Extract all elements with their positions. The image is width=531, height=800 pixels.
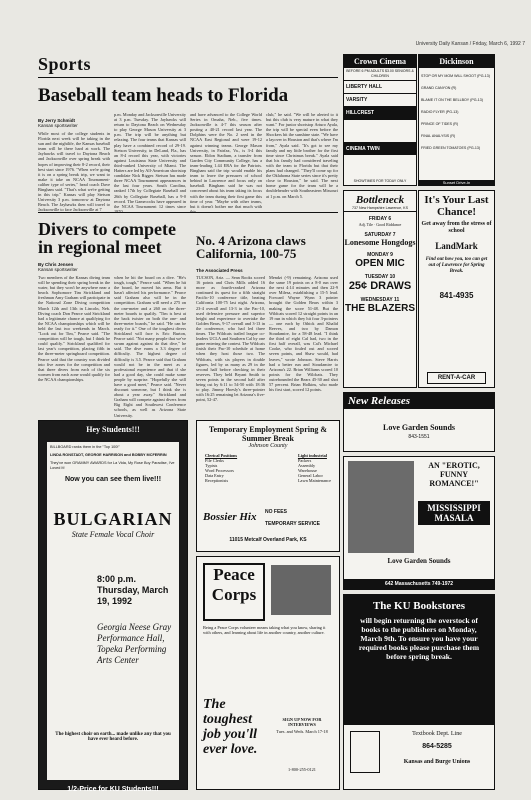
- mississippi-masala-ad: [343, 456, 495, 590]
- choir-billboard-note: BILLBOARD ranks them in the "Top 100!": [50, 445, 120, 449]
- choir-grammy: They've won GRAMMY AWARDS for La Vida, My Rose Boy Paradise, I've Loved It!: [50, 461, 175, 470]
- story1-column-3: and have advanced to the College World Series in Omaha, Neb., five times. Jacksonville is 4-7 this season after posting a 40-21 record last year. The Dolphins were the No. 2 seed in the NCAA East Regional and were 19-12 against winning teams. George Mason University, in Fairfax, Va., is 3-4 this season. Eldon Stadium, a transfer from Garden City Community College, has a team-leading 1.44 ERA for the Patriots. Bingham said the trip would enable his team to leave the pressures of school behind in Lawrence and focus only on baseball. Bingham said he was not concerned about his team taking its focus with the team during their first game this time of year. "Maybe with other teams, but it doesn't bother me that much with: [190, 112, 262, 209]
- choir-ad-panel: [47, 442, 179, 780]
- temp-position: Assembly: [297, 463, 316, 468]
- crown-cinema-title: Crown Cinema: [344, 55, 416, 68]
- temp-position: Lawn Maintenance: [297, 478, 331, 483]
- choir-ad-footer: 1/2-Price for KU Students!!!: [67, 786, 159, 793]
- temp-position: Typists: [205, 463, 218, 468]
- dickinson-title: Dickinson: [419, 55, 494, 68]
- story3-column-1: TUCSON, Ariz. — Sean Rooks scored 16 points and Chris Mills added 16 more as fourth-ranked Arizona continued its quest for a fifth straight Pacific-10 conference title, beating California 100-75 last night. Arizona, 23-4 overall and 13-3 in the Pac-10, used defensive pressure and superior height and experience to overtake the Golden Bears, 9-17 overall and 3-13 in the conference, who had led three times. The Wildcats trailed league co-leaders UCLA and Southern Cal by one game entering the contest. The Wildcats finish their Pac-10 schedule at home when they host those two. The Wildcats, with six players in double figures, led by as many as 29 in the second half before checking in their reserves. They held Bryant Smith to seven points in the second half after being cut by 6:11 to 54-50 with 18:36 to play. Jimmy Hoesly's three-pointer with 16:25 remaining let Arizona's five-point, 52-47.: [196, 275, 265, 403]
- bottleneck-address: 737 New Hampshire Lawrence, KS: [344, 206, 416, 212]
- story1-author-role: Kansan sportswriter: [38, 123, 78, 128]
- story1-column-1: While most of the college students in Florida next week will be taking in the sun and the nightlife, the Kansas baseball team will be there hard at work. The Jayhawks will travel to Daytona Beach and Jacksonville over spring break with hopes of improving their 8-2 record, their best start since 1976. "When we're going it is on a spring break trip, we want to make it take an NCAA Tournament-caliber type of series," head coach Dave Bingham said. "That's what we're getting in this trip." Kansas will play Stetson University 3 p.m. tomorrow at Daytona Beach. The Jayhawks then will travel to Jacksonville to face Jacksonville at 7: [38, 131, 110, 213]
- peace-corps-signup: SIGN UP NOW FOR INTERVIEWS: [282, 717, 322, 727]
- event-act: Lonesome Hongdogs: [344, 238, 416, 247]
- ku-bookstores-ad: [343, 594, 495, 790]
- story2-byline: [38, 262, 78, 272]
- section-heading: Sports: [38, 54, 92, 74]
- temp-position: File Clerks: [205, 458, 224, 463]
- temp-ad-title: Temporary Employment Spring & Summer Break: [208, 425, 328, 443]
- crown-liberty-hall: LIBERTY HALL: [344, 80, 416, 93]
- event-day: MONDAY 9: [367, 252, 393, 258]
- love-garden-name: Love Garden Sounds: [382, 423, 456, 432]
- dickinson-movie: GRAND CANYON (R): [421, 86, 457, 90]
- event-act: 25¢ DRAWS: [348, 280, 412, 292]
- masala-address: 642 Massachusetts 749-1972: [344, 579, 494, 589]
- story1-headline: Baseball team heads to Florida: [38, 85, 289, 106]
- story3-headline: No. 4 Arizona claws California, 100-75: [196, 233, 306, 261]
- temp-ad-columns: [197, 449, 339, 487]
- story1-rule: [38, 212, 338, 213]
- ku-phone: 864-5285: [422, 743, 452, 750]
- dickinson-movie: PRINCE OF TIDES (R): [421, 122, 459, 126]
- temp-position: Receptionists: [205, 478, 229, 483]
- ku-logo-icon: [350, 731, 380, 773]
- event-day: SATURDAY 7: [364, 232, 396, 238]
- last-chance-title: It's Your Last Chance!: [424, 194, 489, 218]
- ku-title: The KU Bookstores: [372, 600, 466, 612]
- peace-corps-photo: [271, 565, 331, 615]
- temp-ad-sub: Johnson County: [248, 443, 288, 449]
- crown-cinema-notice: BEFORE 6 PM ADULTS $3.00 SENIORS & CHILDREN: [346, 69, 414, 78]
- peace-corps-ad: [196, 556, 340, 790]
- event-day: FRIDAY 6: [368, 216, 392, 222]
- temp-position: Warehouse: [297, 468, 317, 473]
- dickinson-footer: Sunset Drive-In: [419, 180, 494, 185]
- bossier-hix-logo: Bossier Hix: [203, 511, 257, 523]
- peace-corps-title: Peace Corps: [203, 563, 265, 621]
- story1-column-2: p.m. Monday and Jacksonville University at 3 p.m. Tuesday. The Jayhawks will return to Daytona Beach on Wednesday to play George Mason University at 3 p.m. The trip will be anything but relaxing. The four teams that Kansas will play have a combined record of 29-19. Stetson University, in DeLand, Fla., has an 8-4 record this year, with victories against Louisiana State University and third-ranked University of Miami. The Hatters are led by All-American shortstop candidate Nick Rigger. Stetson has made three NCAA Tournament appearances in the last four years. South Carolina, ranked 17th by Collegiate Baseball and 26th by Collegiate Baseball, has a 9-0 record. The Gamecocks have appeared in the NCAA Tournament 12 times since: [114, 112, 186, 209]
- choir-artists: LINDA RONSTADT, GEORGE HARRISON and BOBBY MCFERRIN: [50, 453, 167, 457]
- ku-body: will begin returning the overstock of books to the publishers on Monday, March 9th. To ensure you have your required books please purchase them before spring break.: [358, 616, 480, 661]
- crown-listings-block: [344, 119, 416, 142]
- story1-byline: [38, 118, 78, 128]
- peace-corps-phone: 1-800-255-0121: [288, 767, 316, 772]
- event-act: OPEN MIC: [355, 258, 405, 269]
- bottleneck-logo: Bottleneck: [355, 194, 405, 206]
- choir-group-name: BULGARIAN: [53, 509, 173, 529]
- crown-cinema-ad: [343, 54, 417, 186]
- masala-venue: Love Garden Sounds: [387, 557, 451, 565]
- choir-ad-title: Hey Students!!!: [86, 425, 140, 434]
- choir-time: 8:00 p.m. Thursday, March 19, 1992: [97, 574, 169, 606]
- masala-tagline: AN "EROTIC, FUNNY ROMANCE!": [428, 461, 480, 488]
- masala-title: MISSISSIPPI MASALA: [418, 501, 490, 525]
- bottleneck-events: [344, 212, 416, 314]
- temp-clerical-title: Clerical Positions: [205, 453, 238, 458]
- page-folio: University Daily Kansan / Friday, March 6, 1992 7: [415, 41, 525, 47]
- event-day: WEDNESDAY 11: [360, 297, 400, 303]
- rent-a-car-logo: RENT-A-CAR: [427, 372, 486, 384]
- temp-position: Data Entry: [205, 473, 224, 478]
- dickinson-movie: STOP OR MY MOM WILL SHOOT (PG-13): [421, 74, 490, 78]
- story2-author-role: Kansan sportswriter: [38, 267, 78, 272]
- choir-see-live: Now you can see them live!!!: [64, 476, 162, 483]
- peace-corps-body: Being a Peace Corps volunteer means taking what you know, sharing it with others, and learning about life in another country, another culture.: [203, 625, 326, 635]
- bulgarian-choir-ad: [38, 420, 188, 793]
- story3-byline: The Associated Press: [196, 268, 243, 273]
- story3-column-2: Mendzi (-9) remaining. Arizona used the same 19 points on a 8-0 run over the next 4:14 minutes and then 22-9 over Milesa, establishing a 15-5 lead. Forward Wayne Wynn 3 pointer brought the Golden Bears within 3 making the score 51-48. But the Wildcats scored 12 straight points in an 19 run in which they hit four 3-pointers — one each by Othick and Khalid Reeves, and two by Damon Stoudamire, for a 58-48 lead. "I think the third of eight Cal had, two in the first half overall, was Cal's Michael Cooke, who fouled out and scored seven points, and Shaw would, had leaves," wrote Johnson. Steve Harris had a better run and Stoudamire to Arizona's 22. Brian Williams scored 10 points for the Wildcats. They outrebounded the Bears 45-30 and shot 57 percent. Brian Holkins, who made his first start, scored 12 points.: [269, 275, 338, 393]
- last-chance-cta: Find out how you, too can get out of Lawrence for Spring Break.: [425, 257, 488, 274]
- temp-position: Packers: [297, 458, 312, 463]
- ku-footer-panel: [344, 725, 494, 789]
- crown-hillcrest: HILLCREST: [344, 106, 416, 119]
- dickinson-movie: FRIED GREEN TOMATOES (PG-13): [421, 146, 481, 150]
- story2-author: By Chris Jensen: [38, 262, 74, 267]
- dickinson-movie: BLAME IT ON THE BELLBOY (PG-13): [421, 98, 483, 102]
- event-act: THE BLAZERS: [345, 303, 415, 314]
- peace-corps-tagline: The toughest job you'll ever love.: [203, 697, 258, 757]
- story1-column-4: club," he said. "We will be alerted to it but this club is very mature in what they want." For junior shortstop Arturo Ayala, the trip will be special even before the Shockers hit the sunshine state. "We have a layover in Houston and that's where I'm from," Ayala said. "It's got to see my family and my little brother for the first time since Christmas break." Ayala said that his family had considered traveling with the team to Florida but that their plans had changed. "They'll come up for the Oklahoma State series since it's pretty close to Houston," he said. The next home game for the team will be a doubleheader with Southeastern Missouri at 1 p.m. on March 5.: [266, 112, 338, 199]
- temp-clerical: [205, 453, 237, 483]
- last-chance-ad: [418, 190, 495, 388]
- temp-service: TEMPORARY SERVICE: [265, 521, 320, 527]
- masala-photo: [348, 461, 414, 553]
- story2-headline: Divers to compete in regional meet: [38, 219, 176, 257]
- ku-footer: Kansas and Burge Unions: [403, 759, 471, 765]
- temp-employment-ad: [196, 420, 340, 552]
- crown-cinema-footer: SHOWTIMES FOR TODAY ONLY: [353, 179, 407, 183]
- dickinson-movie: FINAL ANALYSIS (R): [421, 134, 456, 138]
- ku-dept: Textbook Dept. Line: [412, 731, 462, 737]
- dickinson-movie: RADIO FLYER (PG-13): [421, 110, 459, 114]
- peace-corps-dates: Tues. and Weds. March 17-18: [276, 729, 328, 734]
- section-rule: [38, 77, 338, 78]
- last-chance-phone: 841-4935: [439, 291, 474, 300]
- temp-no-fees: NO FEES: [265, 509, 287, 515]
- bottleneck-ad: [343, 190, 417, 388]
- new-releases-ad: [343, 392, 495, 452]
- last-chance-brand: LandMark: [435, 241, 478, 251]
- crown-cinema-twin: CINEMA TWIN: [344, 142, 416, 155]
- temp-address: 11015 Metcalf Overland Park, KS: [229, 537, 307, 543]
- choir-quote: The highest choir on earth... made unlike any that you have ever heard before.: [55, 732, 171, 742]
- story2-column-1: Two members of the Kansas diving team will be spending their spring break in the water, but they won't be anywhere near a beach. Sophomore Tim Strickland and freshman Amy Graham will participate in the National Zone Diving competition March 12th and 13th in Lincoln, Neb. Diving coach Don Pearce said Strickland had a legitimate chance at qualifying for the NCAA championships which will be held the last two weekends in March. "Look out for Tim," Pearce said. "The competition will be tough, but I think he could qualify." Strickland qualified for last year's competition, placing fifth in the three-meter springboard competition. Pearce said that the country was divided into five zones for the competition and that three divers from each of the six women from each zone would qualify for the NCAA championships.: [38, 275, 110, 382]
- story1-author: By Jerry Schmidt: [38, 118, 76, 123]
- event-day: TUESDAY 10: [364, 274, 396, 280]
- choir-show-name: State Female Vocal Choir: [71, 530, 155, 539]
- temp-industrial: [298, 453, 331, 483]
- event-act: Adj. Tile · Good Riddance: [358, 222, 402, 227]
- temp-position: Word Processors: [205, 468, 234, 473]
- love-garden-phone: 843-1551: [408, 434, 430, 440]
- temp-position: General Labor: [297, 473, 323, 478]
- story2-column-2: when he hit the board on a dive. "He's tough, tough," Pearce said. "When he hit the board, he moved his arms. But it hasn't affected his performance." Pearce said Graham also will be in the competition. Graham will need a 275 on the one-meter and a 260 on the three-meter boards to qualify. "Tim is best at the back twister on both the one- and three-meter boards," he said. "He can be ready for it." One of the toughest divers Strickland will face is Eric Burton, Pearce said. "Not many people that we've swum against against do that dive," he said. The dive earns a 3.3 degree of difficulty. The highest degree of difficulty is 3.5. Pearce said that Graham would not be in the meet as a professional experience and that if she had a good day, she could make some people by surprise. "Hopefully she will have a good meet," Pearce said. "Never discount someone, but I think she is about a year away." Strickland and Graham will compete against divers from Big Eight and Southwest Conference schools, as well as Arizona State University.: [114, 275, 186, 418]
- crown-varsity: VARSITY: [344, 93, 416, 106]
- new-releases-title: New Releases: [344, 393, 494, 409]
- last-chance-sub: Get away from the stress of school: [421, 221, 492, 234]
- temp-industrial-title: Light industrial: [297, 453, 327, 458]
- dickinson-ad: [418, 54, 495, 186]
- dickinson-listings: [419, 68, 494, 156]
- choir-venue: Georgia Neese Gray Performance Hall, Topeka Performing Arts Center: [97, 622, 172, 665]
